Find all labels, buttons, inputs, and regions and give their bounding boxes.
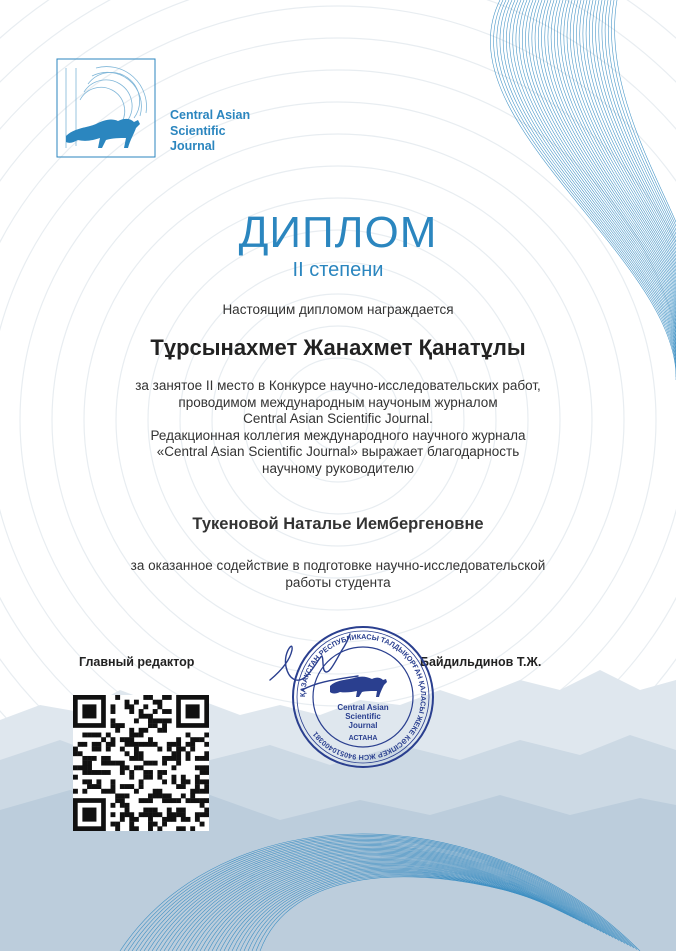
- body-line: за занятое II место в Конкурсе научно-исследовательских работ,: [135, 378, 541, 393]
- assistance-line: работы студента: [285, 574, 391, 590]
- editor-label: Главный редактор: [79, 655, 195, 669]
- seal-stamp: [290, 624, 436, 770]
- brand-line: Journal: [170, 139, 216, 153]
- stamp-city: АСТАНА: [348, 735, 378, 742]
- qr-code: [73, 695, 209, 831]
- snow-leopard-logo-icon: [56, 58, 156, 158]
- awarded-intro: Настоящим дипломом награждается: [222, 302, 454, 317]
- recipient-name: Тұрсынахмет Жанахмет Қанатұлы: [150, 335, 526, 360]
- stamp-name-line: Journal: [348, 721, 378, 730]
- diploma-degree: II степени: [292, 259, 384, 281]
- stamp-ring-text: ҚАЗАҚСТАН РЕСПУБЛИКАСЫ ТАЛДЫҚОРҒАН ҚАЛАСЫ ЖЕКЕ КӘСІПКЕР ЖСН 940510400381: [297, 631, 429, 763]
- brand-name: [170, 108, 250, 155]
- stamp-name-line: Scientific: [345, 712, 381, 721]
- stamp-name-line: Central Asian: [337, 703, 389, 712]
- body-line: Central Asian Scientific Journal.: [243, 411, 433, 426]
- body-line: научному руководителю: [262, 460, 414, 476]
- assistance-text: [0, 558, 676, 591]
- brand-line: Scientific: [170, 123, 226, 138]
- body-line: проводимом международным научоным журналом: [178, 394, 498, 410]
- brand-line: Central Asian: [170, 108, 251, 122]
- assistance-line: за оказанное содействие в подготовке научно-исследовательской: [130, 558, 546, 573]
- svg-text:ҚАЗАҚСТАН РЕСПУБЛИКАСЫ ТАЛДЫҚО: [298, 632, 428, 762]
- supervisor-name: Тукеновой Наталье Иембергеновне: [192, 515, 484, 533]
- body-line: Редакционная коллегия международного научного журнала: [150, 427, 526, 443]
- award-body: [0, 378, 676, 477]
- diploma-title: ДИПЛОМ: [238, 208, 438, 257]
- editor-name: Байдильдинов Т.Ж.: [420, 655, 542, 669]
- body-line: «Central Asian Scientific Journal» выражает благодарность: [156, 444, 520, 459]
